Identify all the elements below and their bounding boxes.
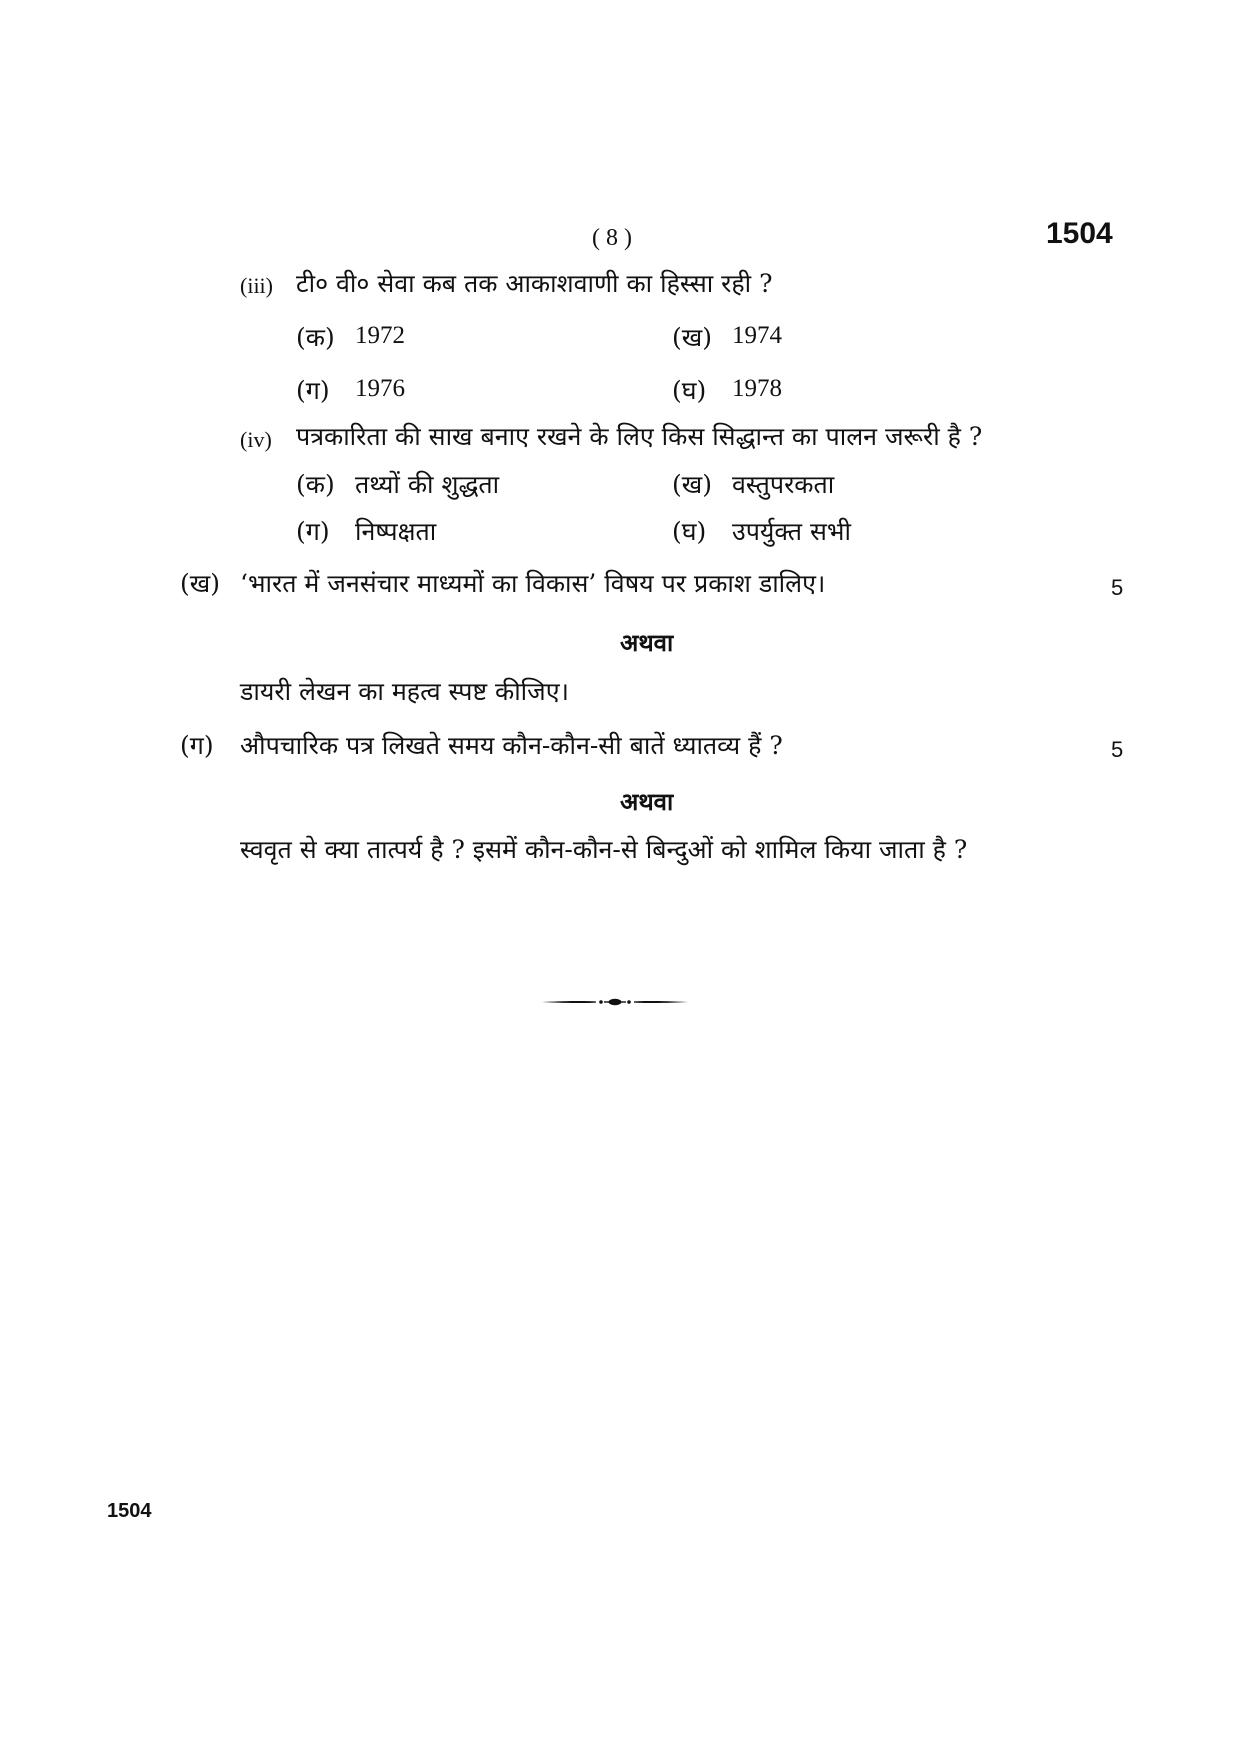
or-divider: अथवा [620,628,674,657]
alternate-question: डायरी लेखन का महत्व स्पष्ट कीजिए। [240,677,570,706]
option-text: उपर्युक्त सभी [732,517,851,546]
question-text: ‘भारत में जनसंचार माध्यमों का विकास’ विषय पर प्रकाश डालिए। [240,569,826,598]
option-label: (क) [296,323,335,352]
option-text: 1976 [355,375,405,402]
or-divider: अथवा [620,787,674,816]
question-text: टी० वी० सेवा कब तक आकाशवाणी का हिस्सा रही ? [296,269,773,298]
option-label: (ग) [296,376,330,405]
end-ornament [540,994,690,1010]
marks: 5 [1111,737,1124,762]
question-number: (iv) [240,427,272,452]
page-number: ( 8 ) [592,225,632,251]
option-text: 1972 [355,322,405,349]
question-label: (ग) [180,731,214,760]
marks: 5 [1111,575,1124,600]
question-text: पत्रकारिता की साख बनाए रखने के लिए किस सिद्धान्त का पालन जरूरी है ? [296,422,983,451]
option-text: 1974 [732,322,782,349]
option-text: निष्पक्षता [355,517,437,546]
paper-code-bottom: 1504 [107,1500,152,1522]
alternate-question: स्ववृत से क्या तात्पर्य है ? इसमें कौन-कौन-से बिन्दुओं को शामिल किया जाता है ? [240,835,968,864]
option-label: (घ) [672,376,707,405]
paper-code-top: 1504 [1046,217,1113,250]
question-label: (ख) [180,569,220,598]
option-label: (ख) [672,470,712,499]
option-text: तथ्यों की शुद्धता [355,470,500,499]
option-label: (ग) [296,517,330,546]
option-label: (ख) [672,323,712,352]
option-text: 1978 [732,375,782,402]
question-number: (iii) [240,273,273,298]
option-text: वस्तुपरकता [732,470,835,499]
option-label: (घ) [672,517,707,546]
question-text: औपचारिक पत्र लिखते समय कौन-कौन-सी बातें ध्यातव्य हैं ? [240,731,783,760]
option-label: (क) [296,470,335,499]
